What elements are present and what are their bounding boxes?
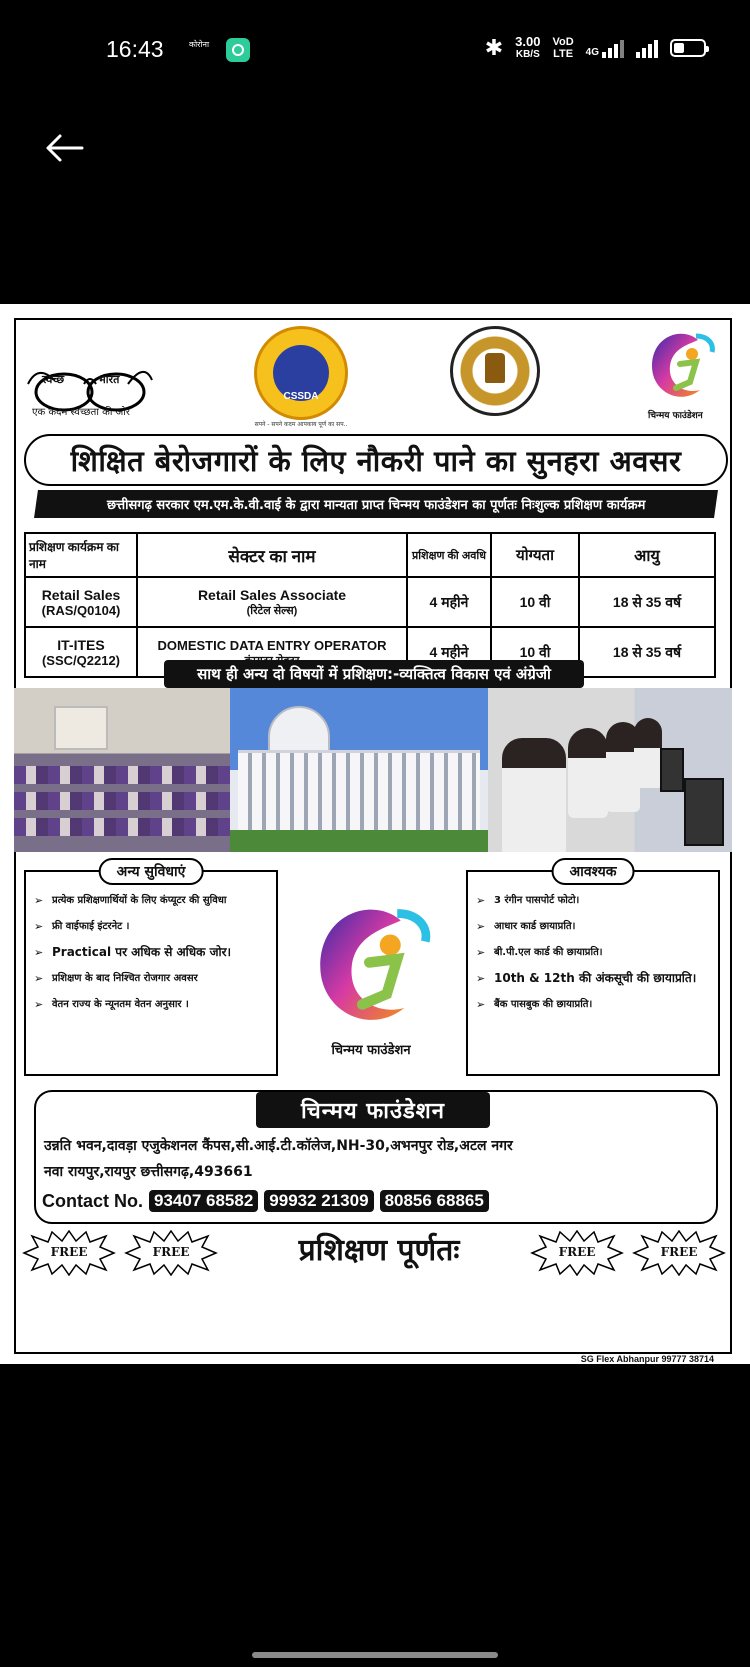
status-bar — [0, 0, 750, 100]
requirements-title: आवश्यक — [552, 858, 635, 885]
free-badge — [530, 1230, 624, 1276]
chinmay-logo-label: चिन्मय फाउंडेशन — [648, 411, 703, 421]
free-badge — [124, 1230, 218, 1276]
header-sector: सेक्टर का नाम — [137, 533, 407, 577]
list-item: ➢ बी.पी.एल कार्ड की छायाप्रति। — [476, 946, 710, 959]
battery-icon — [670, 39, 706, 57]
status-time: 16:43 — [106, 36, 164, 62]
printer-credit: SG Flex Abhanpur 99777 38714 — [580, 1354, 714, 1364]
list-item: ➢ 3 रंगीन पासपोर्ट फोटो। — [476, 894, 710, 907]
phone-number[interactable]: 93407 68582 — [149, 1190, 258, 1212]
campus-building-photo — [230, 688, 488, 852]
cell-age: 18 से 35 वर्ष — [579, 627, 715, 677]
headline: शिक्षित बेरोजगारों के लिए नौकरी पाने का सुनहरा अवसर — [24, 434, 728, 486]
speed-value: 3.00 — [515, 34, 541, 49]
program-table — [24, 532, 716, 678]
bluetooth-icon: ✱ — [484, 35, 504, 60]
header-program: प्रशिक्षण कार्यक्रम का नाम — [25, 533, 137, 577]
network-label: VoD — [552, 36, 574, 48]
chinmay-foundation-logo — [646, 326, 716, 406]
table-row — [25, 577, 715, 627]
free-text: FREE — [152, 1245, 190, 1259]
facilities-box — [24, 864, 278, 1076]
speed-unit: KB/S — [515, 49, 540, 60]
computer-lab-photo — [488, 688, 732, 852]
cssda-label: CSSDA — [283, 391, 319, 402]
phone-number[interactable]: 99932 21309 — [264, 1190, 373, 1212]
free-text: FREE — [660, 1245, 698, 1259]
chhattisgarh-govt-seal-icon — [450, 326, 540, 416]
cell-age: 18 से 35 वर्ष — [579, 577, 715, 627]
list-item: ➢ प्रशिक्षण के बाद निश्चित रोजगार अवसर — [34, 972, 268, 985]
facilities-title: अन्य सुविधाएं — [99, 858, 204, 885]
sector-name: Retail Sales Associate — [197, 586, 347, 603]
cell-sector — [137, 577, 407, 627]
table-header-row — [25, 533, 715, 577]
poster-image[interactable] — [0, 304, 750, 1364]
list-item: ➢ आधार कार्ड छायाप्रति। — [476, 920, 710, 933]
list-item: ➢ प्रत्येक प्रशिक्षणार्थियों के लिए कंप्यूटर की सुविधा — [34, 894, 268, 907]
status-right — [485, 32, 706, 64]
seal-emblem-icon — [485, 353, 505, 383]
contact-label: Contact No. — [42, 1190, 143, 1211]
training-free-text: प्रशिक्षण पूर्णतः — [298, 1233, 460, 1268]
center-logo-label: चिन्मय फाउंडेशन — [331, 1043, 411, 1058]
cssda-logo — [254, 326, 348, 420]
phone-number[interactable]: 80856 68865 — [380, 1190, 489, 1212]
free-text: FREE — [558, 1245, 596, 1259]
arrow-left-icon — [40, 128, 90, 168]
subheadline-band — [34, 490, 718, 518]
cell-program — [25, 577, 137, 627]
free-badge — [632, 1230, 726, 1276]
list-item: ➢ 10th & 12th की अंकसूची की छायाप्रति। — [476, 972, 710, 985]
sector-sub: (रिटेल सेल्स) — [246, 604, 298, 617]
back-button[interactable] — [40, 128, 90, 168]
notification-icon-text: कोरोना — [188, 40, 210, 49]
extra-training-band: साथ ही अन्य दो विषयों में प्रशिक्षण:-व्यक्तित्व विकास एवं अंग्रेजी — [164, 660, 584, 688]
org-name: चिन्मय फाउंडेशन — [256, 1092, 490, 1128]
program-code: (RAS/Q0104) — [41, 602, 121, 618]
list-item: ➢ वेतन राज्य के न्यूनतम वेतन अनुसार । — [34, 998, 268, 1011]
app-notification-icon — [226, 38, 250, 62]
chinmay-foundation-logo-large — [308, 896, 434, 1036]
list-item: ➢ Practical पर अधिक से अधिक जोर। — [34, 946, 268, 959]
program-code: (SSC/Q2212) — [41, 652, 121, 668]
notification-icon — [186, 38, 212, 62]
header-qualification: योग्यता — [491, 533, 579, 577]
address-line-2: नवा रायपुर,रायपुर छत्तीसगढ़,493661 — [44, 1164, 253, 1180]
signal-icon-2 — [636, 38, 658, 58]
list-item: ➢ बैंक पासबुक की छायाप्रति। — [476, 998, 710, 1011]
subheadline: छत्तीसगढ़ सरकार एम.एम.के.वी.वाई के द्वारा मान्यता प्राप्त चिन्मय फाउंडेशन का पूर्णतः निःशुल्क प्रशिक्षण कार्यक्रम — [106, 498, 646, 513]
swachh-left-word: स्वच्छ — [42, 373, 65, 386]
address-line-1: उन्नति भवन,दावड़ा एजुकेशनल कैंपस,सी.आई.टी.कॉलेज,NH-30,अभनपुर रोड,अटल नगर — [44, 1138, 513, 1154]
classroom-photo — [14, 688, 230, 852]
program-name: Retail Sales — [41, 586, 121, 603]
network-sub: LTE — [553, 48, 574, 60]
signal-type: 4G — [585, 47, 599, 58]
contact-row — [42, 1190, 489, 1212]
cssda-tagline: सपने - सपने कदम आपकाय पूर्ण का सप.. — [254, 421, 348, 428]
cell-qualification: 10 वी — [491, 577, 579, 627]
swachh-right-word: भारत — [98, 373, 120, 386]
free-badge — [22, 1230, 116, 1276]
list-item: ➢ फ्री वाईफाई इंटरनेट । — [34, 920, 268, 933]
requirements-box — [466, 864, 720, 1076]
cell-duration: 4 महीने — [407, 577, 491, 627]
free-text: FREE — [50, 1245, 88, 1259]
signal-icon — [586, 38, 624, 58]
header-duration: प्रशिक्षण की अवधि — [407, 533, 491, 577]
home-indicator[interactable] — [252, 1652, 498, 1658]
cell-duration: 4 महीने — [407, 627, 491, 677]
cell-program — [25, 627, 137, 677]
cell-qualification: 10 वी — [491, 627, 579, 677]
swachh-tagline: एक कदम स्वच्छता की ओर — [32, 407, 130, 418]
network-speed — [515, 35, 540, 61]
header-age: आयु — [579, 533, 715, 577]
program-name: IT-ITES — [57, 636, 105, 653]
volte-indicator — [552, 36, 573, 60]
sector-name: DOMESTIC DATA ENTRY OPERATOR — [157, 637, 387, 653]
